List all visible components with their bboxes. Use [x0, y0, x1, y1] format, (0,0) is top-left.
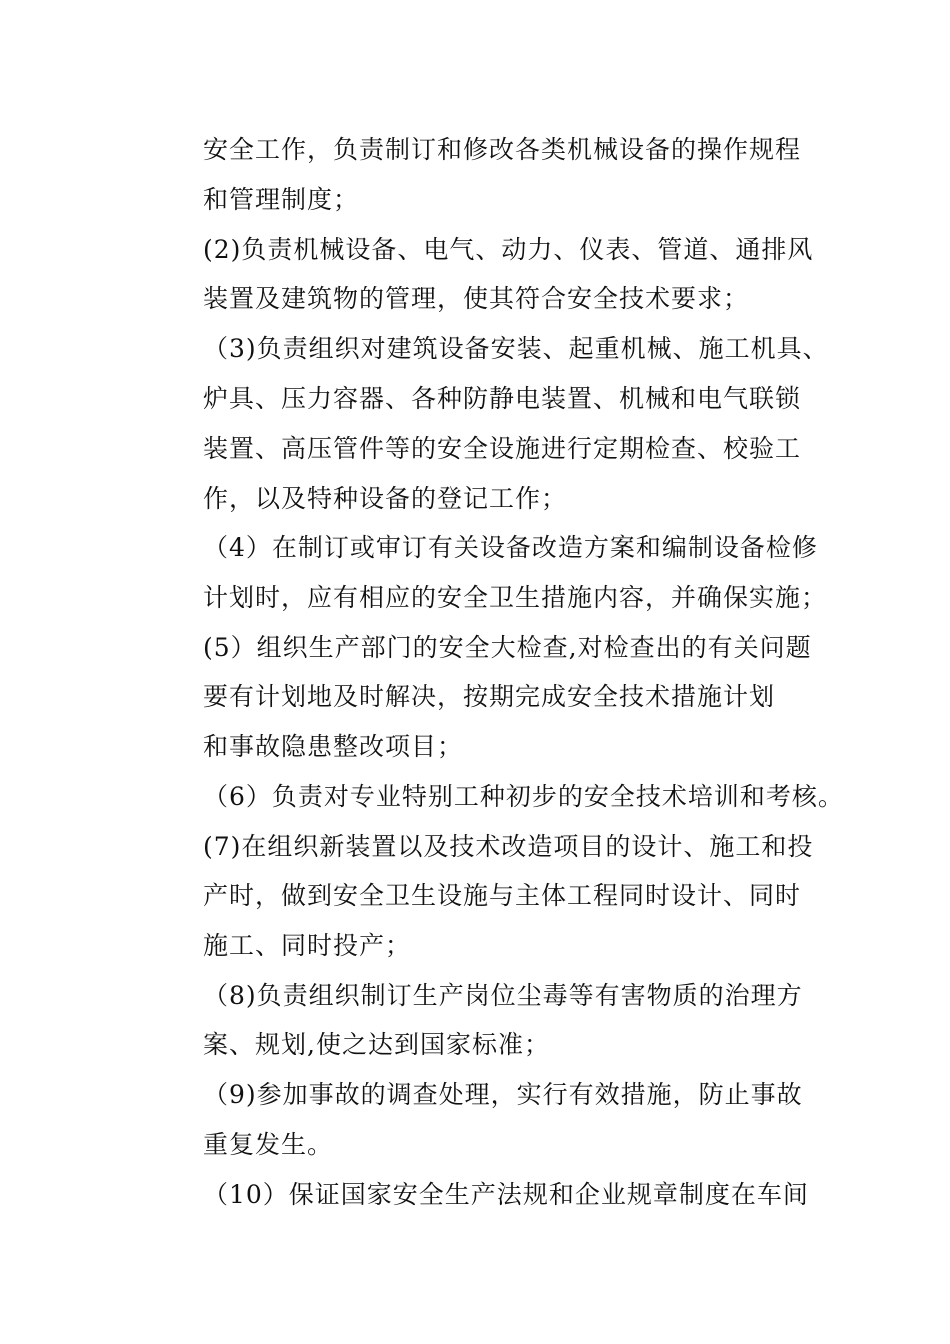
text-line: （8)负责组织制订生产岗位尘毒等有害物质的治理方	[203, 981, 803, 1010]
text-line: 装置及建筑物的管理，使其符合安全技术要求；	[203, 284, 750, 313]
text-line: (5）组织生产部门的安全大检查,对检查出的有关问题	[203, 633, 812, 662]
text-line: 产时，做到安全卫生设施与主体工程同时设计、同时	[203, 881, 802, 910]
text-line: （3)负责组织对建筑设备安装、起重机械、施工机具、	[203, 334, 829, 363]
text-line: 案、规划,使之达到国家标准；	[203, 1030, 550, 1059]
text-line: 装置、高压管件等的安全设施进行定期检查、校验工	[203, 434, 802, 463]
text-line: 要有计划地及时解决，按期完成安全技术措施计划	[203, 682, 776, 711]
text-line: (7)在组织新装置以及技术改造项目的设计、施工和投	[203, 832, 814, 861]
text-line: （4）在制订或审订有关设备改造方案和编制设备检修	[203, 533, 818, 562]
text-line: 重复发生。	[203, 1130, 334, 1159]
text-line: 计划时，应有相应的安全卫生措施内容，并确保实施；	[203, 583, 828, 612]
text-line: 和事故隐患整改项目；	[203, 732, 464, 761]
text-line: 和管理制度；	[203, 185, 360, 214]
text-line: （10）保证国家安全生产法规和企业规章制度在车间	[203, 1180, 809, 1209]
text-line: 施工、同时投产；	[203, 931, 412, 960]
text-line: 安全工作，负责制订和修改各类机械设备的操作规程	[203, 135, 802, 164]
text-line: 炉具、压力容器、各种防静电装置、机械和电气联锁	[203, 384, 802, 413]
text-line: （9)参加事故的调查处理，实行有效措施，防止事故	[203, 1080, 803, 1109]
text-line: 作，以及特种设备的登记工作；	[203, 484, 568, 513]
text-line: (2)负责机械设备、电气、动力、仪表、管道、通排风	[203, 235, 814, 264]
text-line: （6）负责对专业特别工种初步的安全技术培训和考核。	[203, 782, 844, 811]
